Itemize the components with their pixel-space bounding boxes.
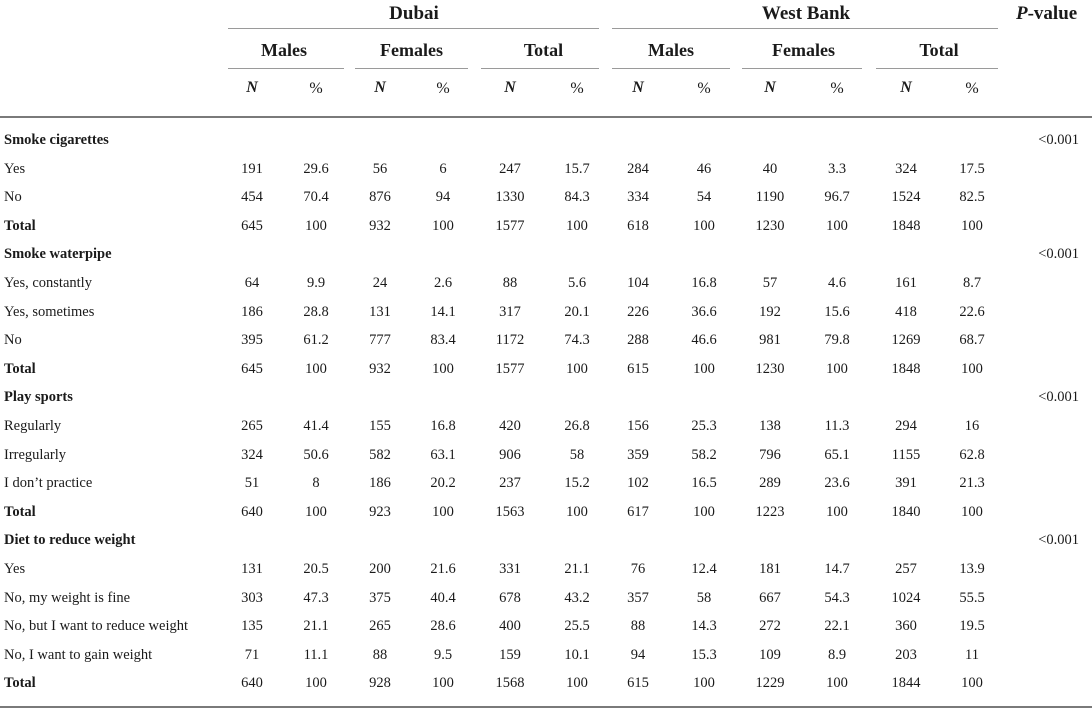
- table-cell: 100: [305, 503, 327, 520]
- table-cell: 237: [499, 475, 521, 492]
- table-cell: 82.5: [959, 189, 985, 206]
- table-cell: 265: [241, 418, 263, 434]
- table-cell: 74.3: [564, 332, 590, 349]
- rule-line: [228, 68, 344, 69]
- table-cell: 71: [244, 646, 260, 663]
- table-cell: 104: [627, 275, 649, 291]
- table-cell: 25.5: [564, 618, 590, 635]
- table-cell: 100: [961, 217, 983, 234]
- table-cell: 50.6: [303, 446, 329, 463]
- p-value: <0.001: [1038, 246, 1079, 263]
- table-cell: 36.6: [691, 303, 717, 320]
- table-cell: 16: [964, 418, 980, 434]
- table-cell: 11.3: [824, 418, 850, 434]
- n-header: N: [246, 79, 258, 96]
- rule-line: [612, 28, 998, 29]
- table-cell: 21.1: [303, 618, 329, 635]
- pct-header: %: [830, 80, 844, 97]
- table-cell: 331: [499, 561, 521, 577]
- table-cell: 181: [759, 561, 781, 577]
- table-cell: 981: [759, 332, 781, 349]
- table-cell: 43.2: [564, 589, 590, 606]
- table-cell: 54.3: [824, 589, 850, 606]
- n-header: N: [632, 79, 644, 96]
- table-cell: 22.1: [824, 618, 850, 635]
- table-cell: 324: [895, 160, 917, 177]
- table-cell: 1330: [495, 189, 525, 206]
- table-cell: 2.6: [433, 275, 453, 291]
- table-cell: 100: [432, 217, 454, 234]
- table-cell: 83.4: [430, 332, 456, 349]
- table-cell: 615: [627, 360, 649, 377]
- table-cell: 135: [241, 618, 263, 635]
- group-header: Females: [380, 40, 443, 60]
- row-label: Yes, sometimes: [4, 303, 95, 320]
- table-cell: 10.1: [564, 646, 590, 663]
- group-header: Females: [772, 40, 835, 60]
- table-cell: 15.7: [564, 160, 590, 177]
- table-cell: 11: [965, 646, 979, 663]
- table-cell: 11.1: [303, 646, 329, 663]
- table-cell: 294: [895, 418, 917, 434]
- table-cell: 14.7: [824, 561, 850, 577]
- table-cell: 156: [627, 418, 649, 434]
- region-header: West Bank: [761, 3, 851, 24]
- table-cell: 1568: [495, 675, 525, 692]
- table-cell: 58: [569, 446, 585, 463]
- table-cell: 79.8: [824, 332, 850, 349]
- n-header: N: [504, 79, 516, 96]
- table-cell: 667: [759, 589, 781, 606]
- table-cell: 928: [369, 675, 391, 692]
- table-cell: 94: [630, 646, 646, 663]
- table-cell: 159: [499, 646, 521, 663]
- p-value: <0.001: [1038, 132, 1079, 148]
- table-cell: 21.3: [959, 475, 985, 492]
- table-cell: 191: [241, 160, 263, 177]
- table-cell: 131: [369, 303, 391, 320]
- table-cell: 138: [759, 418, 781, 434]
- table-cell: 391: [895, 475, 917, 492]
- table-cell: 1229: [755, 675, 785, 692]
- total-row-label: Total: [4, 360, 36, 377]
- table-cell: 1848: [891, 360, 921, 377]
- table-cell: 25.3: [691, 418, 717, 434]
- table-cell: 51: [244, 475, 260, 492]
- table-cell: 100: [961, 360, 983, 377]
- n-header: N: [374, 79, 386, 96]
- table-cell: 16.8: [430, 418, 456, 434]
- table-cell: 100: [826, 360, 848, 377]
- table-cell: 100: [693, 675, 715, 692]
- table-cell: 161: [895, 275, 917, 291]
- pvalue-header: [1016, 2, 1077, 26]
- table-cell: 186: [241, 303, 263, 320]
- group-header: Males: [261, 40, 307, 60]
- table-cell: 16.8: [691, 275, 717, 291]
- table-cell: 932: [369, 217, 391, 234]
- table-cell: 109: [759, 646, 781, 663]
- table-cell: 68.7: [959, 332, 985, 349]
- table-cell: 28.6: [430, 618, 456, 635]
- n-header: N: [764, 79, 776, 96]
- table-cell: 76: [630, 561, 646, 577]
- table-cell: 88: [502, 275, 518, 291]
- table-cell: 454: [241, 189, 263, 206]
- table-cell: 906: [499, 446, 521, 463]
- table-cell: 777: [369, 332, 391, 349]
- table-cell: 57: [762, 275, 778, 291]
- row-label: Yes, constantly: [4, 275, 92, 291]
- table-cell: 418: [895, 303, 917, 320]
- table-cell: 932: [369, 360, 391, 377]
- table-cell: 9.9: [306, 275, 326, 291]
- row-label: No, my weight is fine: [4, 589, 131, 606]
- table-cell: 19.5: [959, 618, 985, 635]
- table-cell: 26.8: [564, 418, 590, 434]
- table-cell: 420: [499, 418, 521, 434]
- table-cell: 1155: [891, 446, 921, 463]
- table-cell: 58.2: [691, 446, 717, 463]
- table-cell: 17.5: [959, 160, 985, 177]
- pct-header: %: [965, 80, 979, 97]
- table-cell: 100: [826, 675, 848, 692]
- table-cell: 64: [244, 275, 260, 291]
- table-cell: 289: [759, 475, 781, 492]
- table-cell: 640: [241, 675, 263, 692]
- table-cell: 28.8: [303, 303, 329, 320]
- table-cell: 324: [241, 446, 263, 463]
- table-cell: 16.5: [691, 475, 717, 492]
- table-cell: 58: [696, 589, 712, 606]
- table-cell: 100: [566, 675, 588, 692]
- table-cell: 131: [241, 561, 263, 577]
- table-cell: 617: [627, 503, 649, 520]
- table-cell: 8.7: [962, 275, 982, 291]
- table-cell: 640: [241, 503, 263, 520]
- table-cell: 360: [895, 618, 917, 635]
- table-cell: 56: [372, 160, 388, 177]
- region-header: Dubai: [389, 3, 439, 24]
- table-cell: 96.7: [824, 189, 850, 206]
- table-cell: 100: [826, 217, 848, 234]
- table-cell: 1577: [495, 360, 525, 377]
- table-cell: 88: [630, 618, 646, 635]
- table-cell: 63.1: [430, 446, 456, 463]
- table-cell: 876: [369, 189, 391, 206]
- row-label: Yes: [4, 160, 26, 177]
- table-cell: 100: [566, 360, 588, 377]
- table-cell: 1563: [495, 503, 525, 520]
- row-label: I don’t practice: [4, 475, 93, 492]
- table-cell: 14.1: [430, 303, 456, 320]
- table-cell: 226: [627, 303, 649, 320]
- table-cell: 1223: [755, 503, 785, 520]
- table-cell: 155: [369, 418, 391, 434]
- table-cell: 100: [566, 217, 588, 234]
- table-cell: 203: [895, 646, 917, 663]
- table-cell: 100: [961, 503, 983, 520]
- table-cell: 359: [627, 446, 649, 463]
- row-label: No, but I want to reduce weight: [4, 618, 189, 635]
- p-value: <0.001: [1038, 389, 1079, 406]
- table-cell: 40.4: [430, 589, 456, 606]
- table-cell: 923: [369, 503, 391, 520]
- table-cell: 200: [369, 561, 391, 577]
- table-cell: 100: [432, 360, 454, 377]
- table-cell: 1230: [755, 360, 785, 377]
- table-cell: 8.9: [827, 646, 847, 663]
- table-cell: 288: [627, 332, 649, 349]
- table-cell: 15.6: [824, 303, 850, 320]
- table-cell: 1024: [891, 589, 921, 606]
- table-cell: 192: [759, 303, 781, 320]
- table-cell: 615: [627, 675, 649, 692]
- pvalue-rest: -value: [1027, 3, 1078, 24]
- group-header: Males: [648, 40, 694, 60]
- table-cell: 400: [499, 618, 521, 635]
- pct-header: %: [570, 80, 584, 97]
- table-cell: 334: [627, 189, 649, 206]
- table-cell: 1269: [891, 332, 921, 349]
- row-label: Irregularly: [4, 446, 66, 463]
- table-cell: 100: [693, 217, 715, 234]
- section-title: Diet to reduce weight: [4, 532, 136, 549]
- table-cell: 88: [372, 646, 388, 663]
- table-cell: 22.6: [959, 303, 985, 320]
- table-cell: 47.3: [303, 589, 329, 606]
- table-cell: 9.5: [433, 646, 453, 663]
- section-title: Smoke cigarettes: [4, 132, 109, 148]
- table-cell: 12.4: [691, 561, 717, 577]
- table-cell: 100: [826, 503, 848, 520]
- table-cell: 61.2: [303, 332, 329, 349]
- pct-header: %: [436, 80, 450, 97]
- table-cell: 1840: [891, 503, 921, 520]
- table-cell: 375: [369, 589, 391, 606]
- row-label: No, I want to gain weight: [4, 646, 153, 663]
- table-cell: 1172: [495, 332, 525, 349]
- table-cell: 645: [241, 217, 263, 234]
- rule-line: [876, 68, 998, 69]
- rule-line: [481, 68, 599, 69]
- table-cell: 186: [369, 475, 391, 492]
- row-label: No: [4, 189, 22, 206]
- rule-line: [0, 706, 1092, 708]
- table-cell: 1848: [891, 217, 921, 234]
- table-cell: 3.3: [827, 160, 847, 177]
- table-cell: 41.4: [303, 418, 329, 434]
- rule-line: [355, 68, 468, 69]
- group-header: Total: [523, 40, 564, 60]
- table-cell: 100: [432, 675, 454, 692]
- table-cell: 1230: [755, 217, 785, 234]
- table-cell: 20.2: [430, 475, 456, 492]
- table-cell: 23.6: [824, 475, 850, 492]
- section-title: Smoke waterpipe: [4, 246, 112, 263]
- table-cell: 62.8: [959, 446, 985, 463]
- table-cell: 678: [499, 589, 521, 606]
- table-cell: 102: [627, 475, 649, 492]
- table-cell: 13.9: [959, 561, 985, 577]
- row-label: Yes: [4, 561, 26, 577]
- table-cell: 6: [439, 160, 447, 177]
- table-cell: 272: [759, 618, 781, 635]
- table-cell: 40: [762, 160, 778, 177]
- table-cell: 1844: [891, 675, 921, 692]
- table-cell: 796: [759, 446, 781, 463]
- table-cell: 21.6: [430, 561, 456, 577]
- table-cell: 54: [696, 189, 712, 206]
- table-cell: 21.1: [564, 561, 590, 577]
- table-cell: 100: [693, 360, 715, 377]
- table-cell: 5.6: [567, 275, 587, 291]
- table-cell: 618: [627, 217, 649, 234]
- table-cell: 65.1: [824, 446, 850, 463]
- group-header: Total: [919, 40, 959, 60]
- table-cell: 582: [369, 446, 391, 463]
- total-row-label: Total: [4, 217, 36, 234]
- table-cell: 4.6: [827, 275, 847, 291]
- total-row-label: Total: [4, 675, 36, 692]
- table-cell: 15.2: [564, 475, 590, 492]
- row-label: Regularly: [4, 418, 62, 434]
- table-cell: 395: [241, 332, 263, 349]
- table-cell: 46: [696, 160, 712, 177]
- table-cell: 100: [305, 217, 327, 234]
- table-cell: 15.3: [691, 646, 717, 663]
- p-value: <0.001: [1038, 532, 1079, 549]
- table-cell: 8: [312, 475, 320, 492]
- table-cell: 100: [566, 503, 588, 520]
- rule-line: [612, 68, 730, 69]
- table-cell: 265: [369, 618, 391, 635]
- table-cell: 84.3: [564, 189, 590, 206]
- table-cell: 20.1: [564, 303, 590, 320]
- table-cell: 100: [432, 503, 454, 520]
- table-cell: 100: [305, 675, 327, 692]
- rule-line: [228, 28, 599, 29]
- section-title: Play sports: [4, 389, 73, 406]
- table-cell: 14.3: [691, 618, 717, 635]
- table-cell: 24: [372, 275, 388, 291]
- pvalue-italic: P: [1016, 3, 1028, 24]
- table-cell: 70.4: [303, 189, 329, 206]
- rule-line: [0, 116, 1092, 118]
- table-cell: 284: [627, 160, 649, 177]
- rule-line: [742, 68, 862, 69]
- table-cell: 29.6: [303, 160, 329, 177]
- n-header: N: [900, 79, 912, 96]
- table-cell: 20.5: [303, 561, 329, 577]
- table-cell: 247: [499, 160, 521, 177]
- table-cell: 257: [895, 561, 917, 577]
- row-label: No: [4, 332, 22, 349]
- table-cell: 357: [627, 589, 649, 606]
- table-cell: 100: [305, 360, 327, 377]
- pct-header: %: [697, 80, 711, 97]
- total-row-label: Total: [4, 503, 36, 520]
- table-cell: 645: [241, 360, 263, 377]
- table-cell: 1577: [495, 217, 525, 234]
- table-cell: 94: [435, 189, 451, 206]
- table-cell: 317: [499, 303, 521, 320]
- table-cell: 100: [961, 675, 983, 692]
- table-cell: 55.5: [959, 589, 985, 606]
- table-cell: 46.6: [691, 332, 717, 349]
- table-cell: 303: [241, 589, 263, 606]
- table-cell: 1190: [755, 189, 785, 206]
- table-cell: 1524: [891, 189, 921, 206]
- pct-header: %: [309, 80, 323, 97]
- table-cell: 100: [693, 503, 715, 520]
